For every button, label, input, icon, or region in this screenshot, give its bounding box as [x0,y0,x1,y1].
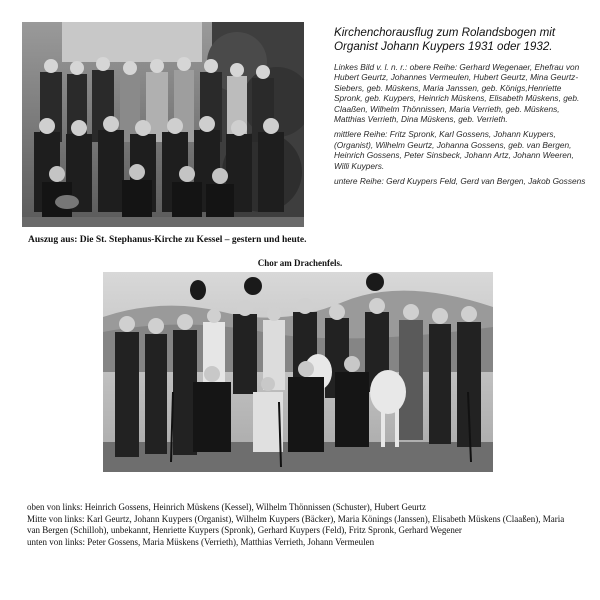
article-paragraph-lower-row: untere Reihe: Gerd Kuypers Feld, Gerd van Bergen, Jakob Gossens [334,176,586,187]
group-photo-rolandsbogen [22,22,304,227]
photo2-name-caption [27,502,579,548]
photo1-caption: Auszug aus: Die St. Stephanus-Kirche zu Kessel – gestern und heute. [28,235,307,245]
caption-line-bottom-row: unten von links: Peter Gossens, Maria Müskens (Verrieth), Matthias Verrieth, Johann Vermeulen [27,536,375,547]
photo2-title: Chor am Drachenfels. [257,258,343,268]
article-paragraph-middle-row: mittlere Reihe: Fritz Spronk, Karl Gossens, Johann Kuypers, (Organist), Wilhelm Geurtz, Johanna Gossens, geb. van Bergen, Heinrich Gossens, Peter Sinsbeck, Johann Artz, Johann Weeren, Willi Kuypers. [334,129,574,171]
article-text-block [334,26,588,191]
caption-line-top-row: oben von links: Heinrich Gossens, Heinrich Müskens (Kessel), Wilhelm Thönnissen (Schuster), Hubert Geurtz [27,502,426,512]
article-paragraph-upper-row: Linkes Bild v. l. n. r.: obere Reihe: Gerhard Wegenaer, Ehefrau von Hubert Geurtz, Johannes Vermeulen, Hubert Geurtz, Mina Geurtz-Siebers, geb. Müskens, Maria Janssen, geb. Königs,Henriette Spronk, geb. Kuypers, Heinrich Müskens, Elisabeth Müskens, geb. Claaßen, Wilhelm Thönnissen, Maria Verrieth, geb. Müskens, Matthias Verrieth, Dina Müskens, geb. Verrieth. [334,62,580,125]
group-photo-drachenfels [103,272,493,472]
caption-line-middle-row: Mitte von links: Karl Geurtz, Johann Kuypers (Organist), Wilhelm Kuypers (Bäcker), Maria Könings (Janssen), Elisabeth Müskens (Claaßen), Maria van Bergen (Schilloh), unbekannt, Henriette Kuypers (Spronk), Gerhard Kuypers (Feld), Fritz Spronk, Gerhard Wegener [27,513,565,536]
article-title: Kirchenchorausflug zum Rolandsbogen mit Organist Johann Kuypers 1931 oder 1932. [334,26,556,53]
